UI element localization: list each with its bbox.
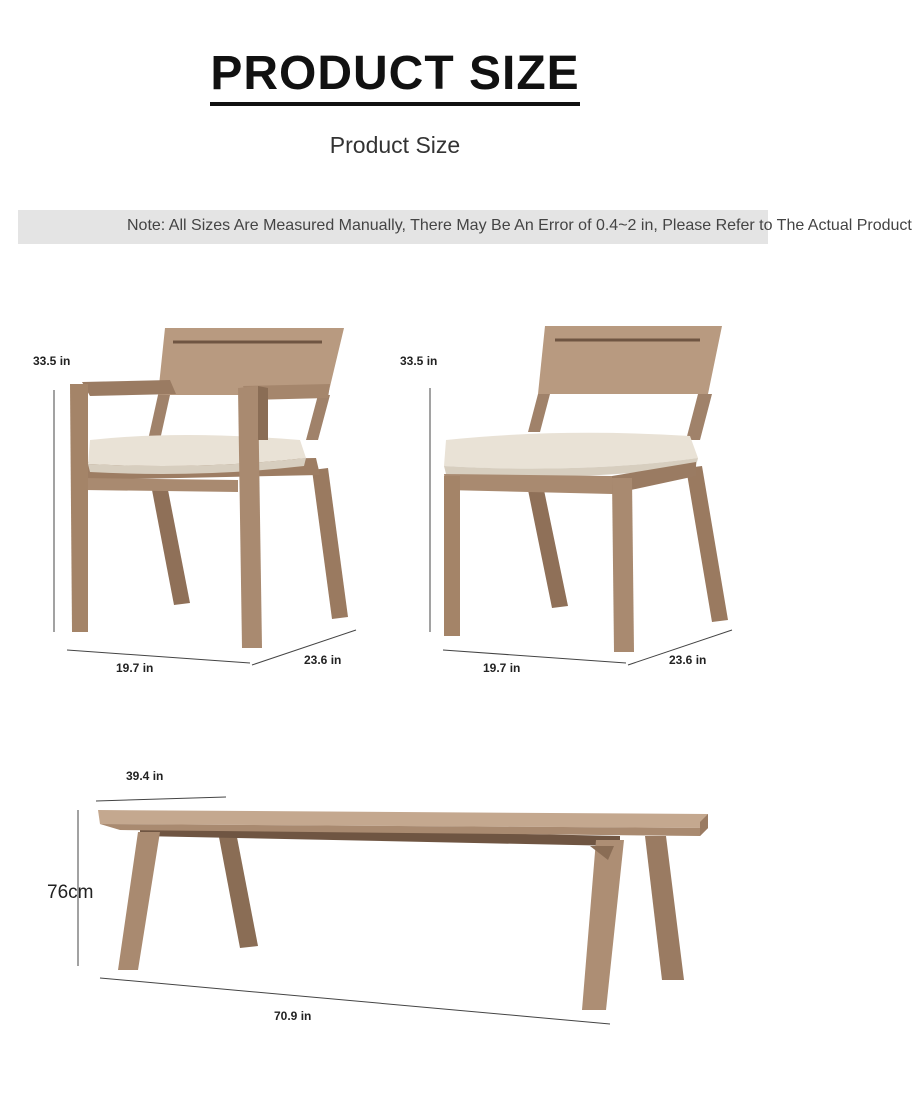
table-length-label: 70.9 in: [274, 1009, 312, 1023]
note-text: Note: All Sizes Are Measured Manually, There May Be An Error of 0.4~2 in, Please Refer to The Actual Product: [127, 217, 912, 234]
side-chair-height-label: 33.5 in: [400, 354, 438, 368]
page-title: PRODUCT SIZE: [210, 48, 579, 106]
page-subtitle: Product Size: [329, 132, 461, 158]
armchair-image: [54, 328, 356, 665]
armchair-width-label: 19.7 in: [116, 661, 154, 675]
side-chair-image: [430, 326, 732, 665]
armchair-height-label: 33.5 in: [33, 354, 71, 368]
side-chair-width-label: 19.7 in: [483, 661, 521, 675]
armchair-depth-label: 23.6 in: [304, 653, 342, 667]
side-chair-depth-label: 23.6 in: [669, 653, 707, 667]
table-height-label: 76cm: [47, 882, 94, 903]
table-depth-label: 39.4 in: [126, 769, 164, 783]
table-image: [78, 797, 708, 1024]
